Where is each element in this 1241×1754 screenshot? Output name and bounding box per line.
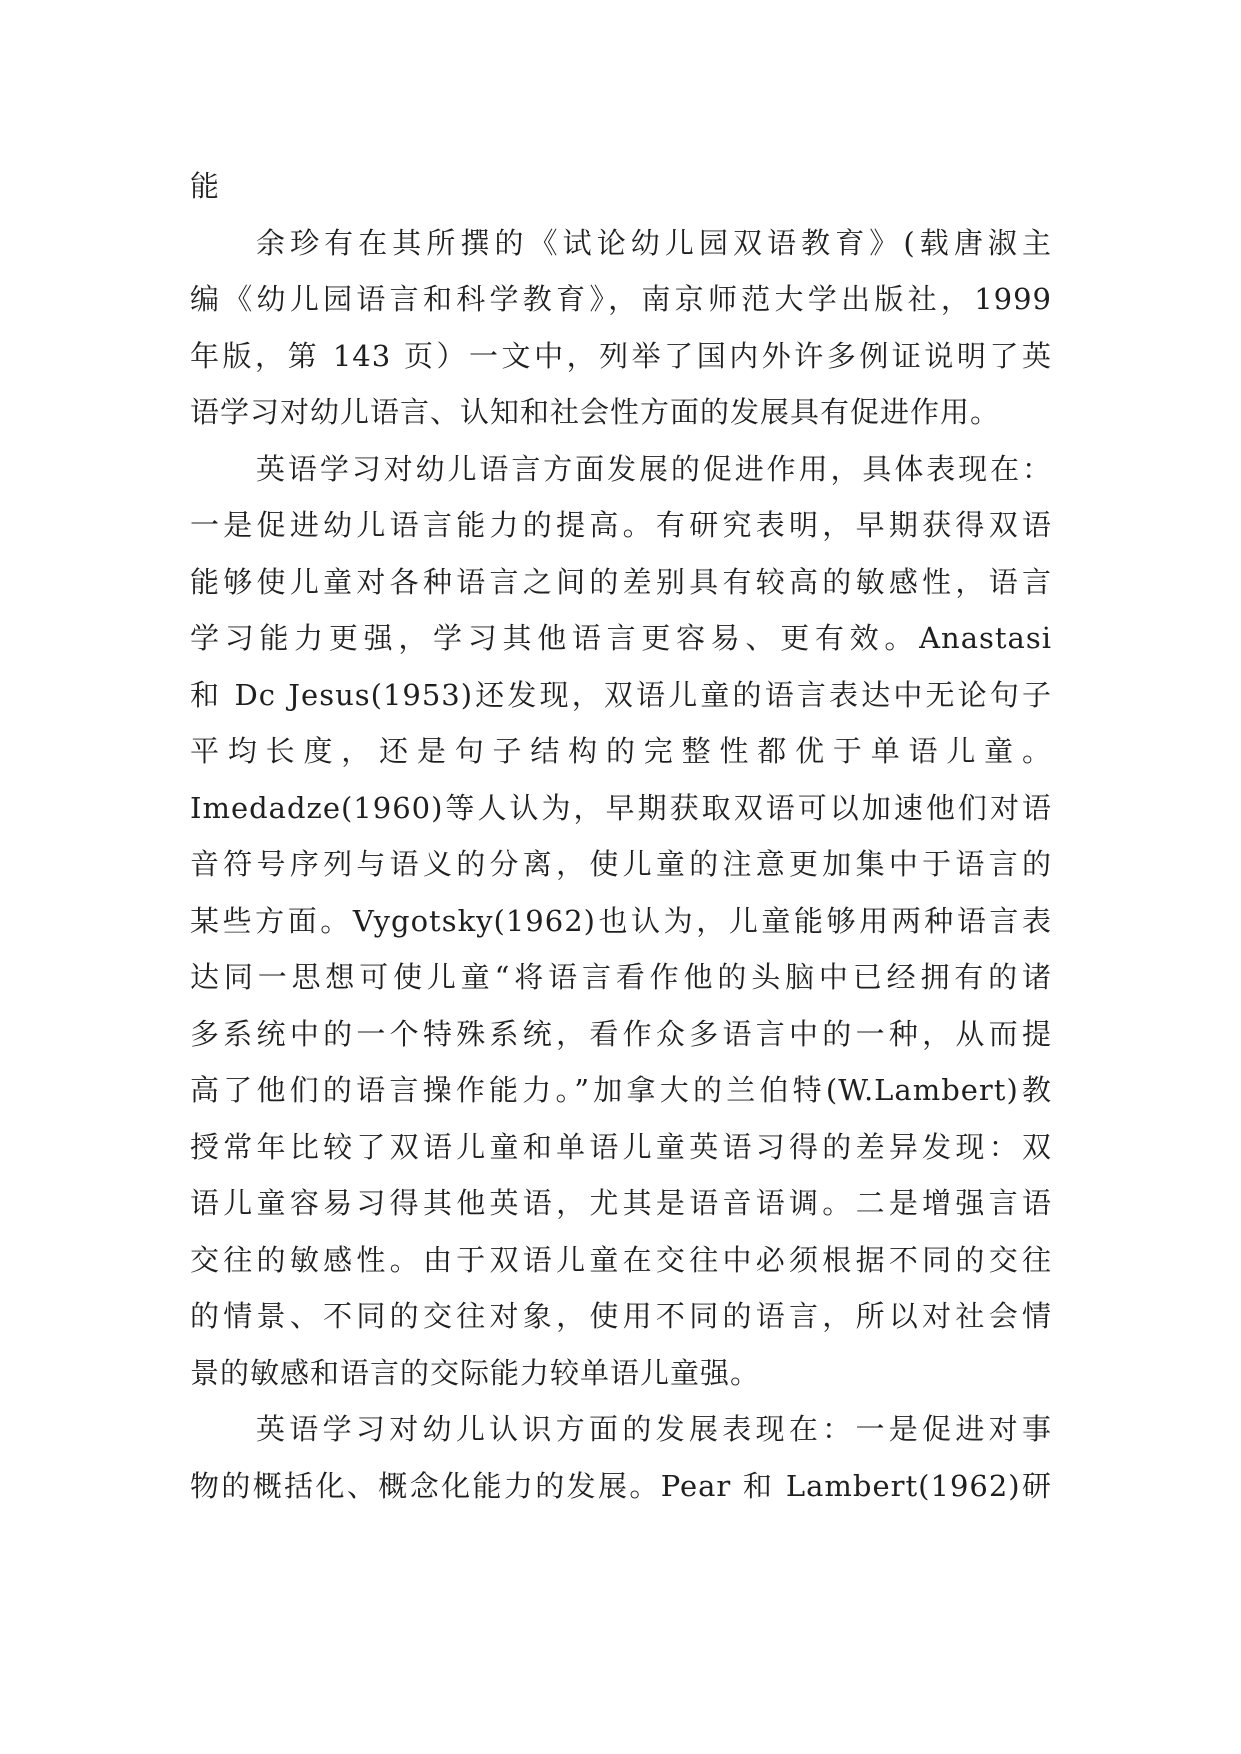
text-line: 余珍有在其所撰的《试论幼儿园双语教育》(载唐淑主: [256, 225, 1052, 260]
text-line: 年版，第 143 页）一文中，列举了国内外许多例证说明了英: [190, 338, 1052, 373]
text-line: 英语学习对幼儿认识方面的发展表现在：一是促进对事: [256, 1412, 1052, 1446]
text-line: 学习能力更强，学习其他语言更容易、更有效。Anastasi: [190, 621, 1052, 655]
text-line: 授常年比较了双语儿童和单语儿童英语习得的差异发现：双: [190, 1129, 1052, 1164]
text-line: 物的概括化、概念化能力的发展。Pear 和 Lambert(1962)研: [190, 1468, 1052, 1503]
text-line: 能够使儿童对各种语言之间的差别具有较高的敏感性，语言: [190, 564, 1052, 599]
text-line: 英语学习对幼儿语言方面发展的促进作用，具体表现在：: [256, 451, 1052, 486]
text-line: 的情景、不同的交往对象，使用不同的语言，所以对社会情: [190, 1299, 1052, 1333]
text-line: 达同一思想可使儿童“将语言看作他的头脑中已经拥有的诸: [190, 960, 1052, 994]
text-line: 交往的敏感性。由于双语儿童在交往中必须根据不同的交往: [190, 1242, 1052, 1277]
text-line: 某些方面。Vygotsky(1962)也认为，儿童能够用两种语言表: [190, 903, 1052, 938]
text-line: 多系统中的一个特殊系统，看作众多语言中的一种，从而提: [190, 1016, 1052, 1051]
text-line: 一是促进幼儿语言能力的提高。有研究表明，早期获得双语: [190, 508, 1052, 542]
text-line: 编《幼儿园语言和科学教育》，南京师范大学出版社，1999: [190, 282, 1052, 316]
text-line: 平均长度，还是句子结构的完整性都优于单语儿童。: [190, 734, 1052, 768]
text-line: Imedadze(1960)等人认为，早期获取双语可以加速他们对语: [190, 790, 1052, 825]
text-line: 语儿童容易习得其他英语，尤其是语音语调。二是增强言语: [190, 1186, 1052, 1220]
text-line: 和 Dc Jesus(1953)还发现，双语儿童的语言表达中无论句子: [190, 677, 1052, 712]
text-line: 景的敏感和语言的交际能力较单语儿童强。: [190, 1355, 761, 1390]
text-line: 音符号序列与语义的分离，使儿童的注意更加集中于语言的: [190, 847, 1052, 881]
body-text: [190, 158, 1052, 1514]
text-line: 语学习对幼儿语言、认知和社会性方面的发展具有促进作用。: [190, 395, 1001, 429]
text-line: 高了他们的语言操作能力。”加拿大的兰伯特(W.Lambert)教: [190, 1073, 1052, 1107]
text-line: 能: [190, 169, 221, 203]
